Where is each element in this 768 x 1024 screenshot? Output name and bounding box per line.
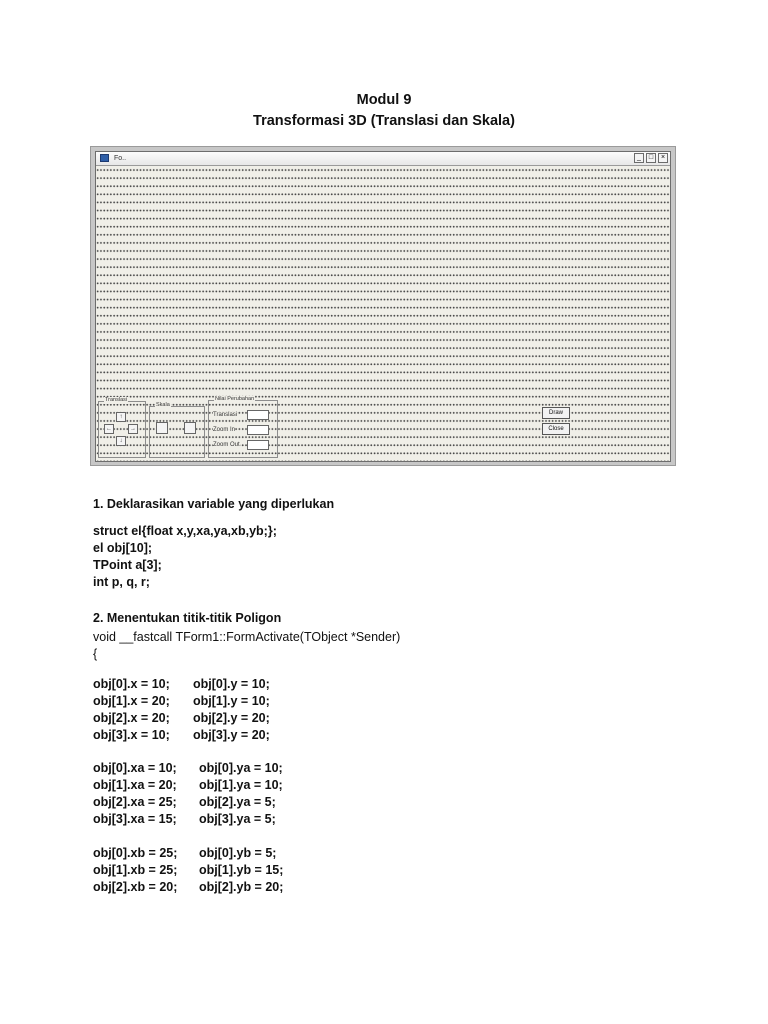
close-button[interactable]: Close (542, 423, 570, 435)
code-line: obj[3].y = 20; (193, 728, 270, 742)
maximize-button[interactable]: □ (646, 153, 656, 163)
section2-heading: 2. Menentukan titik-titik Poligon (93, 611, 282, 625)
code-line: obj[0].yb = 5; (199, 846, 277, 860)
minimize-button[interactable]: _ (634, 153, 644, 163)
window-title: Fo.. (114, 155, 127, 162)
code-line: obj[1].xa = 20; (93, 778, 177, 792)
nilai-perubahan-groupbox (208, 396, 278, 458)
code-line: obj[1].yb = 15; (199, 863, 284, 877)
code-line: obj[2].xa = 25; (93, 795, 177, 809)
draw-button[interactable]: Draw (542, 407, 570, 419)
block1-left (93, 676, 170, 744)
code-line: obj[0].xb = 25; (93, 846, 178, 860)
design-grid (96, 166, 670, 461)
skala-caption: Skala (156, 402, 170, 408)
code-line: el obj[10]; (93, 541, 153, 555)
code-line: obj[1].y = 10; (193, 694, 270, 708)
section1-code (93, 523, 277, 591)
move-right-button[interactable]: → (130, 426, 136, 432)
block3-left (93, 845, 177, 896)
move-up-button[interactable]: ↑ (116, 412, 126, 422)
code-line: obj[3].xa = 15; (93, 812, 177, 826)
translasi-caption: Translasi (105, 397, 128, 403)
code-line: int p, q, r; (93, 575, 150, 589)
block3-right (199, 845, 283, 896)
code-line: obj[0].ya = 10; (199, 761, 283, 775)
code-line: obj[3].ya = 5; (199, 812, 276, 826)
section1-heading: 1. Deklarasikan variable yang diperlukan (93, 497, 335, 511)
code-line: obj[1].x = 20; (93, 694, 170, 708)
label-translasi: Translasi (213, 412, 238, 418)
code-line: obj[2].ya = 5; (199, 795, 276, 809)
zoom-out-button[interactable] (184, 422, 196, 434)
code-line: obj[0].x = 10; (93, 677, 170, 691)
block2-left (93, 760, 177, 828)
page-subtitle: Transformasi 3D (Translasi dan Skala) (253, 113, 515, 129)
nilai-perubahan-caption: Nilai Perubahan (215, 396, 255, 402)
code-line: obj[2].yb = 20; (199, 880, 284, 894)
label-zoom-in: Zoom In (213, 427, 236, 433)
code-line: obj[0].y = 10; (193, 677, 270, 691)
move-down-button[interactable]: ↓ (116, 436, 126, 446)
code-line: struct el{float x,y,xa,ya,xb,yb;}; (93, 524, 277, 538)
function-signature: void __fastcall TForm1::FormActivate(TObject *Sender) (93, 630, 401, 644)
block1-right (193, 676, 270, 744)
open-brace: { (93, 647, 98, 661)
zoom-in-button[interactable] (156, 422, 168, 434)
code-line: obj[1].ya = 10; (199, 778, 283, 792)
code-line: obj[3].x = 10; (93, 728, 170, 742)
translasi-input[interactable] (247, 410, 269, 420)
app-icon (100, 154, 109, 162)
code-line: obj[2].y = 20; (193, 711, 270, 725)
form-screenshot (90, 146, 676, 466)
move-left-button[interactable]: ← (106, 426, 112, 432)
code-line: obj[1].xb = 25; (93, 863, 178, 877)
code-line: obj[2].xb = 20; (93, 880, 178, 894)
skala-groupbox (149, 402, 205, 458)
label-zoom-out: Zoom Out (213, 442, 240, 448)
code-line: obj[0].xa = 10; (93, 761, 177, 775)
section2-signature (93, 629, 400, 663)
page-title: Modul 9 (356, 92, 412, 108)
block2-right (199, 760, 283, 828)
form-window (95, 151, 671, 462)
zoom-out-input[interactable] (247, 440, 269, 450)
zoom-in-input[interactable] (247, 425, 269, 435)
translasi-groupbox (98, 397, 146, 458)
code-line: TPoint a[3]; (93, 558, 162, 572)
code-line: obj[2].x = 20; (93, 711, 170, 725)
close-window-button[interactable]: × (658, 153, 668, 163)
window-titlebar[interactable] (96, 152, 670, 166)
